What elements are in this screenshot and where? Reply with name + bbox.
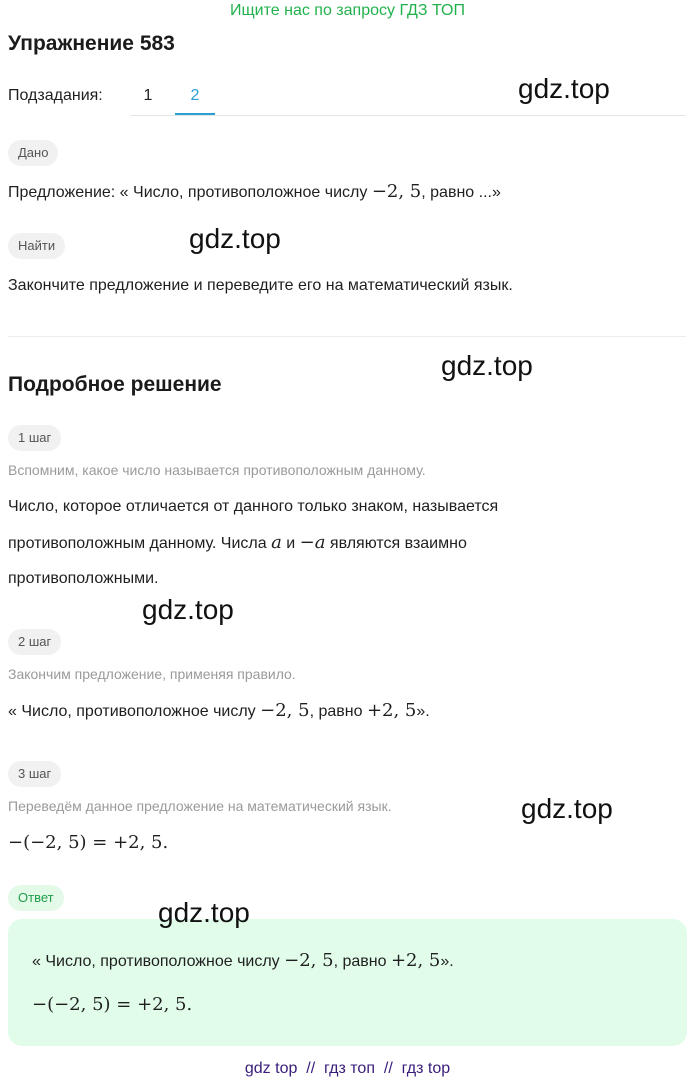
- tab-subtask-1[interactable]: 1: [143, 87, 153, 104]
- given-badge: Дано: [8, 140, 58, 166]
- step3-badge: 3 шаг: [8, 761, 61, 787]
- tabs-divider: [130, 115, 686, 116]
- answer-text-suffix: ».: [440, 953, 454, 970]
- watermark: gdz.top: [158, 897, 250, 928]
- step1-line3: противоположными.: [8, 570, 159, 587]
- given-text-prefix: Предложение: « Число, противоположное числу: [8, 184, 372, 201]
- answer-text: [32, 943, 454, 980]
- answer-math1: −2, 5: [284, 950, 334, 971]
- step2-math1: −2, 5: [260, 700, 310, 721]
- step1-var-neg-a: −a: [299, 532, 326, 553]
- step2-text: [8, 693, 430, 730]
- section-divider: [8, 336, 686, 337]
- step2-math2: +2, 5: [366, 700, 417, 721]
- step1-line1: Число, которое отличается от данного только знаком, называется: [8, 498, 499, 515]
- watermark: gdz.top: [441, 350, 533, 381]
- page-title: Упражнение 583: [8, 32, 175, 55]
- answer-box: [8, 919, 687, 1046]
- step3-hint: Переведём данное предложение на математический язык.: [8, 798, 392, 814]
- step2-text-suffix: ».: [416, 703, 430, 720]
- given-text-suffix: , равно ...»: [421, 184, 501, 201]
- step1-line2-prefix: противоположным данному. Числа: [8, 535, 272, 552]
- watermark: gdz.top: [518, 73, 610, 104]
- top-banner[interactable]: Ищите нас по запросу ГДЗ ТОП: [230, 2, 465, 19]
- watermark: gdz.top: [521, 793, 613, 824]
- step1-var-a: a: [271, 532, 282, 553]
- watermark: gdz.top: [142, 594, 234, 625]
- step2-hint: Закончим предложение, применяя правило.: [8, 666, 296, 682]
- answer-formula: −(−2, 5) = +2, 5.: [32, 994, 193, 1015]
- solution-heading: Подробное решение: [8, 373, 222, 396]
- step1-and: и: [281, 535, 300, 552]
- answer-text-prefix: « Число, противоположное числу: [32, 953, 285, 970]
- step1-hint: Вспомним, какое число называется противоположным данному.: [8, 462, 426, 478]
- footer-links[interactable]: gdz top // гдз топ // гдз top: [244, 1060, 451, 1077]
- answer-text-mid: , равно: [333, 953, 391, 970]
- given-text: [8, 174, 501, 211]
- given-math: −2, 5: [371, 181, 422, 202]
- step2-badge: 2 шаг: [8, 629, 61, 655]
- find-badge: Найти: [8, 233, 65, 259]
- answer-math2: +2, 5: [390, 950, 441, 971]
- step1-line2: [8, 525, 467, 562]
- step1-line2-suffix: являются взаимно: [325, 535, 467, 552]
- watermark: gdz.top: [189, 223, 281, 254]
- step1-badge: 1 шаг: [8, 425, 61, 451]
- step3-formula: −(−2, 5) = +2, 5.: [8, 832, 169, 853]
- step2-text-prefix: « Число, противоположное числу: [8, 703, 261, 720]
- active-tab-indicator: [175, 113, 215, 115]
- tab-subtask-2[interactable]: 2: [190, 87, 200, 104]
- find-text: Закончите предложение и переведите его на математический язык.: [8, 277, 513, 294]
- step2-text-mid: , равно: [309, 703, 367, 720]
- answer-badge: Ответ: [8, 885, 64, 911]
- subtasks-label: Подзадания:: [8, 87, 103, 104]
